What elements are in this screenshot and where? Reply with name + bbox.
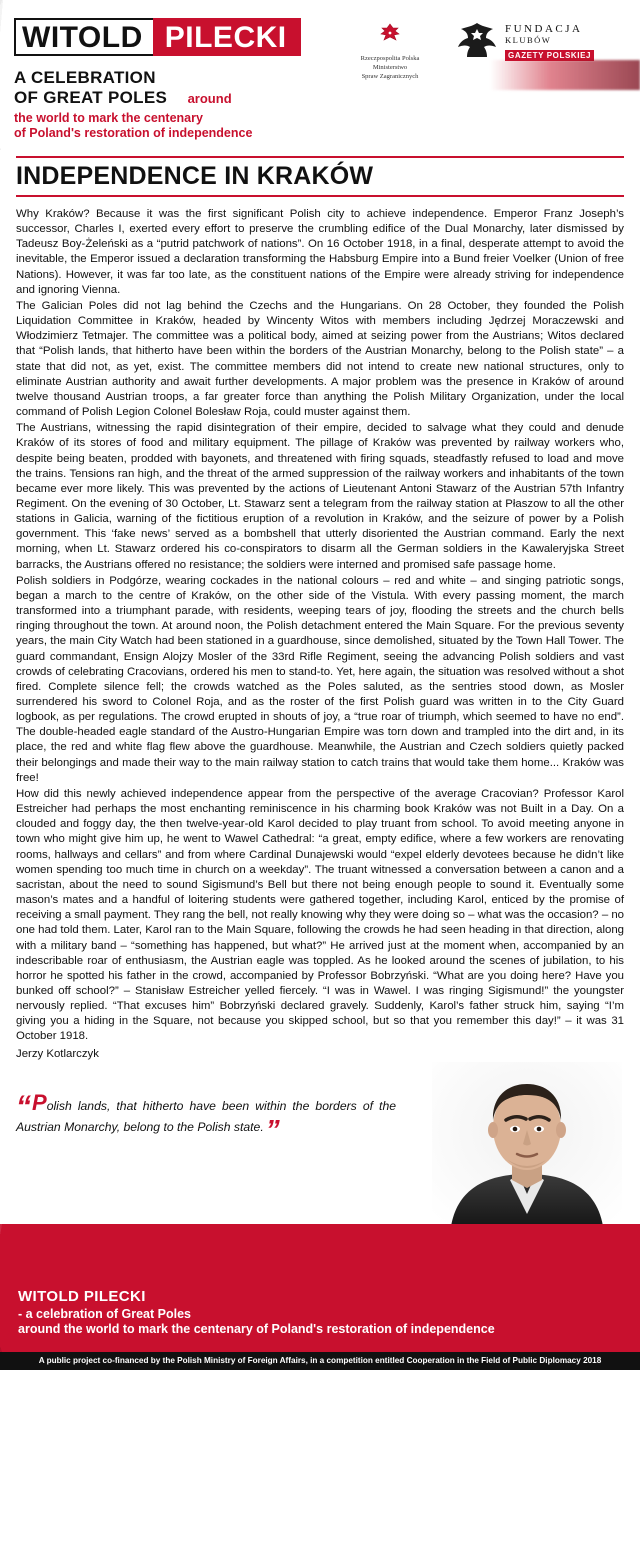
mfa-line-2: Ministerstwo xyxy=(372,63,408,71)
name-first: WITOLD xyxy=(14,18,153,56)
quote-open-icon: “ xyxy=(16,1089,31,1123)
header-smudge-decoration xyxy=(490,60,640,90)
mfa-line-3: Spraw Zagranicznych xyxy=(361,72,419,80)
celebration-block xyxy=(14,68,314,140)
foundation-line-3: GAZETY POLSKIEJ xyxy=(505,50,594,61)
foundation-line-1: FUNDACJA xyxy=(505,23,583,35)
footer-line-3: around the world to mark the centenary of Poland's restoration of independence xyxy=(18,1321,495,1336)
header-left-block xyxy=(14,18,314,140)
celebration-around: around xyxy=(187,91,232,107)
foundation-text xyxy=(505,23,594,63)
poster-header xyxy=(0,0,640,150)
name-bar xyxy=(14,18,314,56)
celebration-line-1: A CELEBRATION xyxy=(14,68,156,87)
quote-close-icon: ” xyxy=(265,1113,280,1145)
footer-text-block xyxy=(18,1288,495,1336)
mfa-line-1: Rzeczpospolita Polska xyxy=(360,55,420,62)
title-rule-top xyxy=(16,156,624,158)
funding-bar: A public project co-financed by the Polish Ministry of Foreign Affairs, in a competition entitled Cooperation in the Field of Public Diplomacy 2018 xyxy=(0,1352,640,1370)
polish-eagle-icon xyxy=(330,22,450,52)
name-last: PILECKI xyxy=(153,18,301,56)
quote-text: olish lands, that hitherto have been within the borders of the Austrian Monarchy, belong to the Polish state. xyxy=(16,1098,396,1134)
quote-section xyxy=(0,1070,640,1220)
poster-footer xyxy=(0,1224,640,1352)
paragraph: How did this newly achieved independence appear from the perspective of the average Cracovian? Professor Karol Estreicher had perhaps the most enchanting reminiscence in his charming book Kraków was not Built in a Day. On a clouded and foggy day, the then twelve-year-old Karol decided to play truant from school. To avoid meeting anyone in town who might give him up, he went to Wawel Cathedral: “a great, empty edifice, where a few workers are renovating rooms, hallways and cellars” and from where Cardinal Dunajewski would “expel elderly devotees because he didn’t like women spending too much time in church on a weekday”. The truant witnessed a conversation between a canon and a sacristan, about the need to sound Sigismund’s Bell but there not being enough people to sound it. Eventually some mason’s mates and a handful of loitering students were gathered together, including Karol, enticed by the promise of receiving a small payment. They rang the bell, not really knowing why they were doing so – what was the occasion? – no one had told them. Later, Karol ran to the Main Square, following the crowds he had seen heading in that direction, along with a military band – “something has happened, but what?” He arrived just at the moment when, accompanied by an indescribable roar of enthusiasm, the Austrian eagle was toppled. As he looked around the scenes of jubilation, to his horror he spotted his father in the crowd, accompanied by Professor Bobrzyński. “What are you doing here? Have you bunked off school?” – Stanisław Estreicher yelled fiercely. “I was in Wawel. I was ringing Sigismund!” the youngster nervously replied. “That excuses him” Bobrzyński declared gravely. Suddenly, Karol’s father struck him, saying “I’m giving you a hiding in the Square, not because you skipped school, but so that you remember this day!” – it was 31 October 1918. xyxy=(16,787,624,1043)
foundation-line-2: KLUBÓW xyxy=(505,35,552,45)
title-rule-bottom xyxy=(16,195,624,197)
footer-line-2: - a celebration of Great Poles xyxy=(18,1306,191,1321)
paragraph: The Austrians, witnessing the rapid disintegration of their empire, decided to salvage what they could and denude Kraków of its stores of food and military equipment. The pillage of Kraków was prevented by railway workers who, despite being beaten, prodded with bayonets, and threatened with firing squads, steadfastly refused to load and move the trains. Tensions ran high, and the threat of the armed suppression of the railway workers and inhabitants of the town became ever more likely. This was prevented by the actions of Lieutenant Antoni Stawarz of the Austrian 57th Infantry Regiment. On the evening of 30 October, Lt. Stawarz sent a telegram from the railway station at Płaszow to all the other stations in Galicia, warning of the fictitious eruption of a revolution in Kraków, and the seizure of power by a Polish government. This ‘fake news’ served as a bombshell that utterly disoriented the Austrian command. Early the next morning, when Lt. Stawarz ordered his co-conspirators to disarm all the German soldiers in the Kawaleryjska Street barracks, the Austrians offered no resistance; the soldiers were interned and promised safe passage home. xyxy=(16,422,624,571)
celebration-line-4: of Poland's restoration of independence xyxy=(14,125,253,140)
article-author: Jerzy Kotlarczyk xyxy=(16,1047,99,1060)
paragraph: Why Kraków? Because it was the first significant Polish city to achieve independence. Emperor Franz Joseph’s successor, Charles I, exerted every effort to preserve the crumbling edifice of the Dual Monarchy, later dismissed by Tadeusz Boy-Żeleński as a “putrid patchwork of nations”. On 16 October 1918, in a final, desperate attempt to avoid the inevitable, the Emperor issued a declaration transforming the Habsburg Empire into a Bund freier Voelker (Union of free Nations). However, it was far too late, as the constituent nations of the Empire were already striving for independence and ignoring Vienna. xyxy=(16,208,624,296)
title-block xyxy=(0,150,640,197)
quote-dropcap: P xyxy=(32,1089,47,1115)
celebration-line-2: OF GREAT POLES xyxy=(14,88,168,108)
celebration-line-3: the world to mark the centenary xyxy=(14,110,203,125)
mfa-text xyxy=(330,55,450,81)
pull-quote xyxy=(16,1088,396,1145)
paragraph: The Galician Poles did not lag behind the Czechs and the Hungarians. On 28 October, they founded the Polish Liquidation Committee in Kraków, headed by Wincenty Witos with members including Jędrzej Moraczewski and Włodzimierz Tetmajer. The committee was a political body, aimed at seizing power from the Austrians; Witos declared that “Polish lands, that hitherto have been within the borders of the Austrian Monarchy, belong to the Polish state” – a state that did not, as yet, exist. The committee members did not intend to create new national structures, only to eliminate Austrian authority and await further developments. A major problem was the presence in Kraków of around twelve thousand Austrian troops, a far greater force than anything the Polish Military Organization, under the local command of Polish Legion Colonel Bolesław Roja, could muster against them. xyxy=(16,299,624,419)
portrait-photo xyxy=(432,1062,622,1234)
footer-line-1: WITOLD PILECKI xyxy=(18,1287,146,1305)
page-title: INDEPENDENCE IN KRAKÓW xyxy=(16,162,374,190)
mfa-emblem xyxy=(330,22,450,81)
paragraph: Polish soldiers in Podgórze, wearing cockades in the national colours – red and white – and singing patriotic songs, began a march to the centre of Kraków, on the other side of the Vistula. With every passing moment, the march transformed into a triumphant parade, with residents, weeping tears of joy, flooding the streets and the church bells ringing throughout the town. At around noon, the Polish detachment entered the Main Square. For the previous seventy years, the main City Watch had been stationed in a guardhouse, since demolished, situated by the Town Hall Tower. The guard commandant, Ensign Alojzy Mosler of the 33rd Rifle Regiment, seeing the advancing Polish soldiers and vast crowds of celebrating Cracovians, ordered his men to stand-to. Yet, here again, the situation was resolved without a shot fired. Complete silence fell; the crowds watched as the Poles saluted, as the sentries stood down, as Mosler surrendered his sword to Colonel Roja, and as the roster of the first Polish guard was written in to the City Guard logbook, as per regulations. The crowd erupted in shouts of joy, a “true roar of triumph, which seemed to have no end”. The double-headed eagle standard of the Austro-Hungarian Empire was torn down and trampled into the dirt and, in its place, the red and white flag flew above the guardhouse. Meanwhile, the Austrian and Czech soldiers quietly packed their belongings and made their way to the main railway station to catch trains that would take them home... Kraków was free! xyxy=(16,574,624,784)
article-body xyxy=(0,207,640,1062)
